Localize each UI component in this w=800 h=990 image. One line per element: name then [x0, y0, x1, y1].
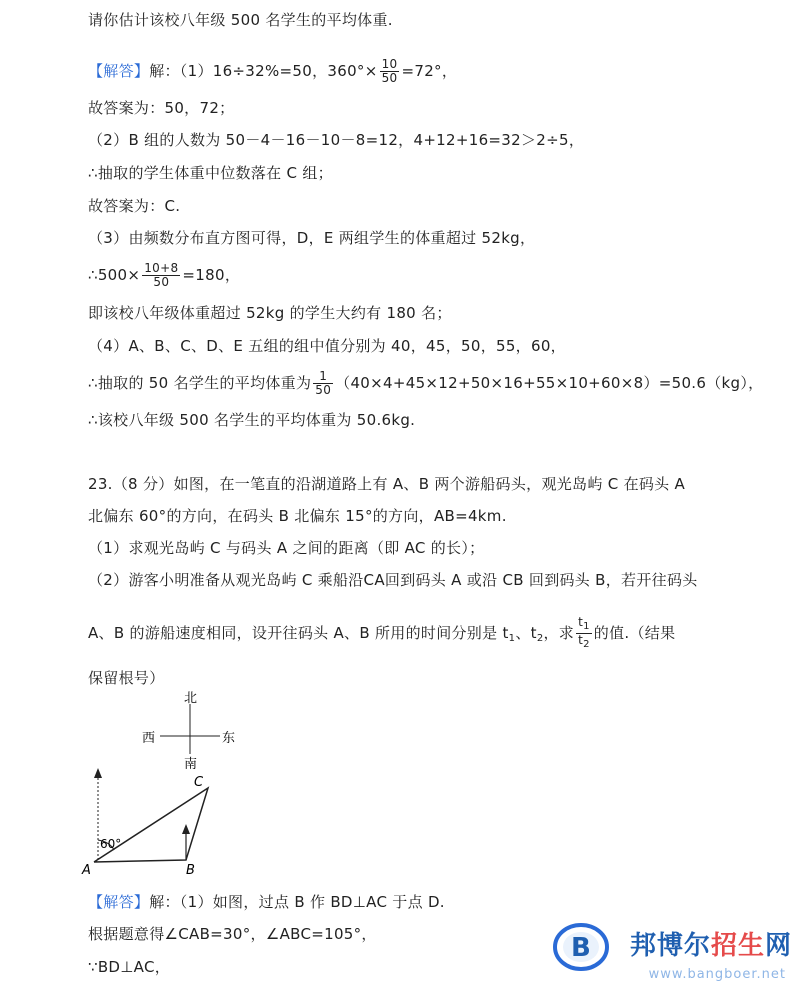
fraction-numerator: 10 [381, 57, 398, 71]
text-segment: =180， [182, 266, 241, 284]
text-segment: t [578, 633, 584, 647]
text-segment: ，求 [543, 624, 575, 642]
fraction-denominator: 50 [315, 383, 332, 397]
subscript: 2 [583, 639, 590, 650]
watermark-name [630, 925, 792, 962]
watermark-text: 邦博尔 [629, 931, 711, 961]
question-line-3: （1）求观光岛屿 C 与码头 A 之间的距离（即 AC 的长）； [88, 539, 485, 557]
subscript: 1 [508, 633, 516, 644]
text-segment: A、B 的游船速度相同，设开往码头 A、B 所用的时间分别是 t [88, 624, 509, 642]
fraction-denominator [576, 634, 592, 651]
geometry-figure [80, 690, 280, 880]
watermark-logo-letter: B [571, 933, 591, 963]
subscript: 2 [536, 633, 544, 644]
fraction-denominator: 50 [153, 275, 170, 289]
text-line-s3: ∵BD⊥AC， [88, 958, 171, 976]
text-line-5: ∴抽取的学生体重中位数落在 C 组； [88, 164, 333, 182]
question-line-5 [88, 616, 675, 651]
watermark-text: 网 [764, 931, 792, 961]
arrow-head-b-icon [182, 824, 190, 834]
compass-north-label: 北 [184, 691, 198, 706]
compass-west-label: 西 [142, 731, 156, 746]
arrow-head-a-icon [94, 768, 102, 778]
question-line-4: （2）游客小明准备从观光岛屿 C 乘船沿CA回到码头 A 或沿 CB 回到码头 B，若开往码头 [88, 571, 698, 589]
watermark-url: www.bangboer.net [648, 967, 786, 982]
text-line-11 [88, 370, 763, 397]
text-segment: 、t [515, 624, 537, 642]
watermark-text: 招生 [710, 931, 765, 961]
fraction-numerator: 1 [313, 370, 333, 384]
question-line-2: 北偏东 60°的方向，在码头 B 北偏东 15°的方向，AB=4km. [88, 507, 507, 525]
text-line-7: （3）由频数分布直方图可得，D，E 两组学生的体重超过 52kg， [88, 229, 536, 247]
fraction [380, 58, 400, 85]
angle-label: 60° [100, 837, 122, 851]
compass-east-label: 东 [222, 731, 236, 746]
text-segment: ∴500× [88, 266, 141, 284]
text-line-10: （4）A、B、C、D、E 五组的组中值分别为 40，45，50，55，60， [88, 337, 566, 355]
answer-tag: 【解答】 [88, 893, 150, 911]
answer-tag: 【解答】 [88, 62, 150, 80]
text-segment: （40×4+45×12+50×16+55×10+60×8）=50.6（kg）， [335, 374, 764, 392]
text-line-12: ∴该校八年级 500 名学生的平均体重为 50.6kg. [88, 411, 416, 429]
text-line-s2: 根据题意得∠CAB=30°，∠ABC=105°， [88, 925, 377, 943]
text-segment: ∴抽取的 50 名学生的平均体重为 [88, 374, 312, 392]
answer-text: =72°， [401, 62, 458, 80]
fraction-numerator [576, 616, 592, 634]
text-line-6: 故答案为：C. [88, 197, 181, 215]
answer-text: 解：（1）如图，过点 B 作 BD⊥AC 于点 D. [149, 893, 445, 911]
point-c-label: C [194, 775, 204, 790]
answer-line-1 [88, 58, 457, 85]
question-line-1: 23.（8 分）如图，在一笔直的沿湖道路上有 A、B 两个游船码头，观光岛屿 C 在码头 A [88, 475, 686, 493]
point-b-label: B [186, 863, 195, 878]
point-a-label: A [82, 863, 91, 878]
question-line-6: 保留根号） [88, 669, 165, 687]
fraction [313, 370, 333, 397]
fraction-denominator: 50 [381, 71, 398, 85]
text-segment: 的值.（结果 [593, 624, 676, 642]
compass-south-label: 南 [184, 757, 198, 772]
text-line-9: 即该校八年级体重超过 52kg 的学生大约有 180 名； [88, 304, 452, 322]
fraction [576, 616, 592, 651]
text-line-1: 请你估计该校八年级 500 名学生的平均体重. [88, 11, 393, 29]
subscript: 1 [583, 621, 590, 632]
fraction [142, 262, 180, 289]
answer-line-2 [88, 892, 445, 912]
fraction-numerator: 10+8 [144, 261, 179, 275]
text-segment: t [578, 615, 584, 629]
text-line-3: 故答案为：50，72； [88, 99, 235, 117]
watermark-logo-icon [552, 922, 610, 972]
answer-text: 解：（1）16÷32%=50，360°× [149, 62, 378, 80]
text-line-4: （2）B 组的人数为 50－4－16－10－8=12，4+12+16=32＞2÷5， [88, 131, 585, 149]
text-line-8 [88, 262, 240, 289]
